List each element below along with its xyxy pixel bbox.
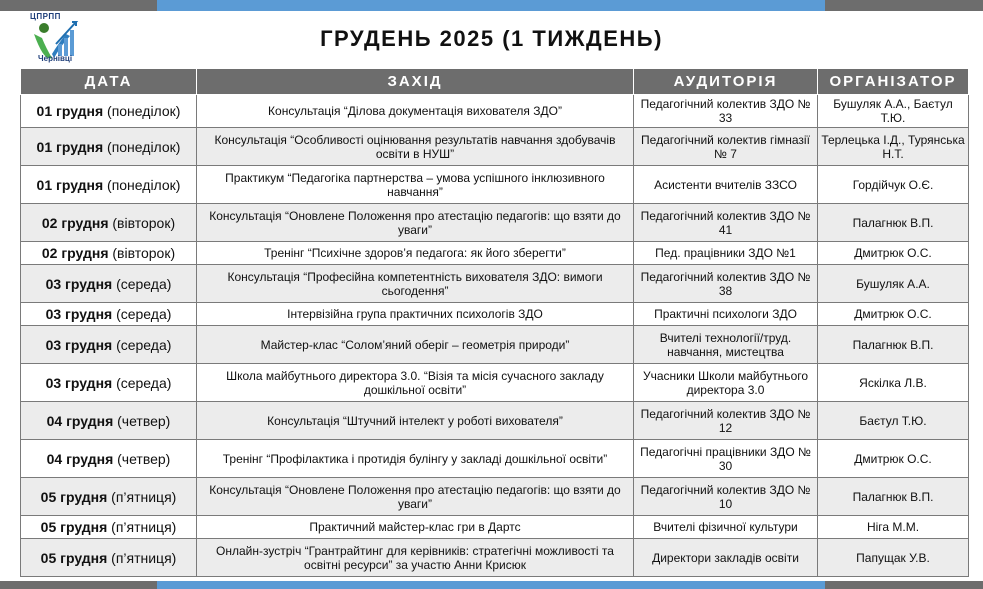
table-row [21, 303, 969, 326]
date-day: 03 грудня [45, 336, 113, 353]
date-day: 03 грудня [45, 306, 113, 322]
date-day: 04 грудня [46, 412, 114, 429]
date-weekday: (середа) [112, 374, 172, 391]
top-decor-bar [0, 0, 983, 11]
audience-cell: Учасники Школи майбутнього директора 3.0 [634, 364, 818, 402]
organizer-cell: Палагнюк В.П. [818, 326, 969, 364]
table-row [21, 402, 969, 440]
bottom-bar-gray-right [825, 581, 983, 589]
date-day: 01 грудня [36, 176, 104, 193]
bottom-bar-gray-left [0, 581, 157, 589]
top-bar-gray-left [0, 0, 157, 11]
header-audience: АУДИТОРІЯ [634, 69, 818, 95]
date-weekday: (четвер) [113, 412, 171, 429]
date-cell [21, 326, 197, 364]
date-cell [21, 95, 197, 128]
date-day: 05 грудня [40, 519, 108, 535]
date-weekday: (вівторок) [108, 245, 176, 261]
date-day: 03 грудня [45, 374, 113, 391]
organizer-cell: Дмитрюк О.С. [818, 440, 969, 478]
date-cell [21, 478, 197, 516]
audience-cell: Директори закладів освіти [634, 539, 818, 577]
organizer-cell: Палагнюк В.П. [818, 478, 969, 516]
audience-cell: Педагогічний колектив гімназії № 7 [634, 128, 818, 166]
date-day: 05 грудня [40, 488, 108, 505]
date-weekday: (середа) [112, 336, 172, 353]
date-weekday: (понеділок) [103, 176, 181, 193]
event-cell: Онлайн-зустріч “Грантрайтинг для керівників: стратегічні можливості та освітні ресурси” за участю Анни Крисюк [197, 539, 634, 577]
event-cell: Консультація “Професійна компетентність вихователя ЗДО: вимоги сьогодення” [197, 265, 634, 303]
organizer-cell: Яскілка Л.В. [818, 364, 969, 402]
audience-cell: Педагогічний колектив ЗДО № 41 [634, 204, 818, 242]
date-weekday: (четвер) [113, 450, 171, 467]
audience-cell: Педагогічні працівники ЗДО № 30 [634, 440, 818, 478]
event-cell: Консультація “Ділова документація вихователя ЗДО” [197, 95, 634, 128]
audience-cell: Асистенти вчителів ЗЗСО [634, 166, 818, 204]
event-cell: Практикум “Педагогіка партнерства – умова успішного інклюзивного навчання” [197, 166, 634, 204]
table-row [21, 166, 969, 204]
audience-cell: Пед. працівники ЗДО №1 [634, 242, 818, 265]
date-cell [21, 539, 197, 577]
table-row [21, 364, 969, 402]
event-cell: Консультація “Оновлене Положення про атестацію педагогів: що взяти до уваги” [197, 478, 634, 516]
organizer-cell: Бушуляк А.А. [818, 265, 969, 303]
header-event: ЗАХІД [197, 69, 634, 95]
event-cell: Консультація “Особливості оцінювання результатів навчання здобувачів освіти в НУШ” [197, 128, 634, 166]
date-weekday: (вівторок) [108, 214, 176, 231]
organizer-cell: Бушуляк А.А., Баєтул Т.Ю. [818, 95, 969, 128]
table-row [21, 516, 969, 539]
audience-cell: Вчителі фізичної культури [634, 516, 818, 539]
table-row [21, 242, 969, 265]
organizer-cell: Терлецька І.Д., Турянська Н.Т. [818, 128, 969, 166]
audience-cell: Педагогічний колектив ЗДО № 10 [634, 478, 818, 516]
date-weekday: (середа) [112, 306, 172, 322]
top-bar-gray-right [825, 0, 983, 11]
event-cell: Консультація “Штучний інтелект у роботі вихователя” [197, 402, 634, 440]
audience-cell: Педагогічний колектив ЗДО № 38 [634, 265, 818, 303]
date-day: 02 грудня [41, 214, 109, 231]
table-row [21, 478, 969, 516]
date-cell [21, 364, 197, 402]
date-cell [21, 440, 197, 478]
audience-cell: Практичні психологи ЗДО [634, 303, 818, 326]
table-row [21, 95, 969, 128]
organizer-cell: Дмитрюк О.С. [818, 242, 969, 265]
date-day: 04 грудня [46, 450, 114, 467]
table-row [21, 204, 969, 242]
event-cell: Практичний майстер-клас гри в Дартс [197, 516, 634, 539]
date-day: 03 грудня [45, 275, 113, 292]
date-day: 01 грудня [36, 103, 104, 119]
date-weekday: (понеділок) [103, 138, 181, 155]
event-cell: Тренінг “Психічне здоров’я педагога: як його зберегти” [197, 242, 634, 265]
date-weekday: (п’ятниця) [107, 549, 177, 566]
event-cell: Інтервізійна група практичних психологів ЗДО [197, 303, 634, 326]
date-day: 02 грудня [41, 245, 109, 261]
schedule-table [20, 68, 969, 577]
date-cell [21, 242, 197, 265]
date-cell [21, 516, 197, 539]
audience-cell: Педагогічний колектив ЗДО № 12 [634, 402, 818, 440]
organizer-cell: Дмитрюк О.С. [818, 303, 969, 326]
top-bar-blue [157, 0, 825, 11]
table-row [21, 440, 969, 478]
table-header-row [21, 69, 969, 95]
table-row [21, 539, 969, 577]
date-cell [21, 402, 197, 440]
date-cell [21, 204, 197, 242]
date-weekday: (п’ятниця) [107, 519, 177, 535]
event-cell: Школа майбутнього директора 3.0. “Візія та місія сучасного закладу дошкільної освіти” [197, 364, 634, 402]
organizer-cell: Баєтул Т.Ю. [818, 402, 969, 440]
bottom-decor-bar [0, 581, 983, 589]
organizer-cell: Ніга М.М. [818, 516, 969, 539]
event-cell: Консультація “Оновлене Положення про атестацію педагогів: що взяти до уваги” [197, 204, 634, 242]
organizer-cell: Палагнюк В.П. [818, 204, 969, 242]
event-cell: Тренінг “Профілактика і протидія булінгу у закладі дошкільної освіти” [197, 440, 634, 478]
date-weekday: (п’ятниця) [107, 488, 177, 505]
date-day: 05 грудня [40, 549, 108, 566]
date-cell [21, 166, 197, 204]
date-cell [21, 128, 197, 166]
date-weekday: (середа) [112, 275, 172, 292]
logo-top-text: ЦПРПП [30, 12, 61, 21]
date-cell [21, 265, 197, 303]
page-title: ГРУДЕНЬ 2025 (1 ТИЖДЕНЬ) [320, 26, 663, 51]
date-cell [21, 303, 197, 326]
header-date: ДАТА [21, 69, 197, 95]
event-cell: Майстер-клас “Солом’яний оберіг – геометрія природи” [197, 326, 634, 364]
header-organizer: ОРГАНІЗАТОР [818, 69, 969, 95]
organizer-cell: Папущак У.В. [818, 539, 969, 577]
date-weekday: (понеділок) [103, 103, 181, 119]
date-day: 01 грудня [36, 138, 104, 155]
audience-cell: Педагогічний колектив ЗДО № 33 [634, 95, 818, 128]
table-row [21, 265, 969, 303]
table-row [21, 128, 969, 166]
table-row [21, 326, 969, 364]
organizer-cell: Гордійчук О.Є. [818, 166, 969, 204]
bottom-bar-blue [157, 581, 825, 589]
logo-bottom-text: Чернівці [38, 54, 73, 63]
audience-cell: Вчителі технології/труд. навчання, мистецтва [634, 326, 818, 364]
